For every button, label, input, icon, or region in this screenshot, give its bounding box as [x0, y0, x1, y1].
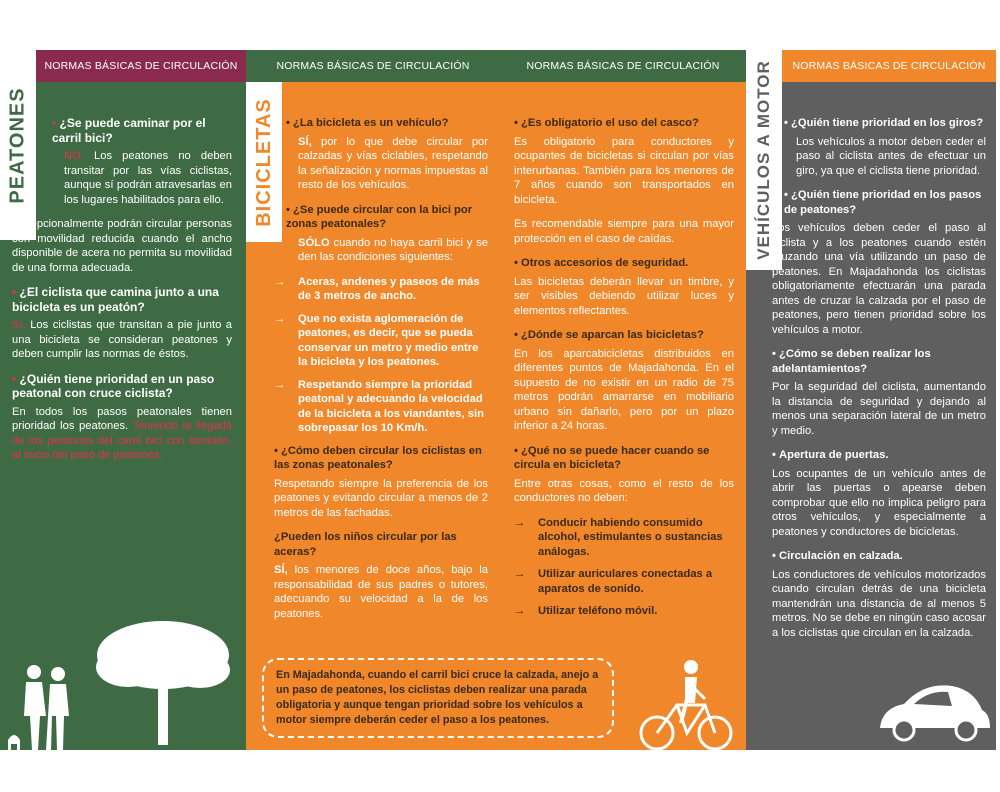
answer: SÓLO cuando no haya carril bici y se den las condiciones siguientes: — [298, 236, 488, 263]
section-header: NORMAS BÁSICAS DE CIRCULACIÓN — [500, 50, 746, 82]
answer: Es recomendable siempre para una mayor protección en el caso de caídas. — [514, 218, 734, 245]
question: • Apertura de puertas. — [772, 449, 889, 461]
answer: Por la seguridad del ciclista, aumentando la distancia de seguridad y dejando al menos una separación lateral de un metro y medio. — [772, 381, 986, 437]
answer: Excepcionalmente podrán circular personas con movilidad reducida cuando el ancho disponible de acera no permita su movilidad de una forma adecuada. — [12, 218, 232, 274]
tab-peatones: PEATONES — [0, 50, 36, 240]
question: • ¿Es obligatorio el uso del casco? — [514, 117, 699, 129]
answer: Sí. Los ciclistas que transitan a pie junto a una bicicleta se consideran peatones y deben cumplir las normas de éstos. — [12, 319, 233, 360]
question: • ¿La bicicleta es un vehículo? — [286, 117, 449, 129]
question: • ¿Cómo deben circular los ciclistas en las zonas peatonales? — [274, 444, 482, 471]
tab-vehiculos-motor: VEHÍCULOS A MOTOR — [746, 50, 782, 270]
question: • ¿Dónde se aparcan las bicicletas? — [514, 329, 704, 341]
majadahonda-note: En Majadahonda, cuando el carril bici cruce la calzada, anejo a un paso de peatones, los ciclistas deben realizar una parada obligatoria y aunque tengan prioridad sobre los vehículos a motor siempre deberán ceder el paso a los peatones. — [262, 658, 614, 738]
question: ¿Pueden los niños circular por las aceras? — [274, 531, 457, 558]
question: • ¿El ciclista que camina junto a una bicicleta es un peatón? — [12, 285, 219, 314]
question: • ¿Quién tiene prioridad en un paso peatonal con cruce ciclista? — [12, 371, 215, 400]
question: • ¿Se puede circular con la bici por zonas peatonales? — [286, 203, 473, 230]
motor-content — [772, 116, 986, 650]
section-header: NORMAS BÁSICAS DE CIRCULACIÓN — [782, 50, 996, 82]
answer: Respetando siempre la preferencia de los peatones y evitando circular a menos de 2 metros de las fachadas. — [274, 477, 488, 519]
answer: Las bicicletas deberán llevar un timbre, y ser visibles debiendo utilizar luces y elementos reflectantes. — [514, 275, 734, 317]
question: • Circulación en calzada. — [772, 550, 903, 562]
question: • ¿Se puede caminar por el carril bici? — [52, 116, 206, 145]
section-header: NORMAS BÁSICAS DE CIRCULACIÓN — [36, 50, 246, 82]
bicicletas2-content — [514, 116, 734, 627]
tab-bicicletas: BICICLETAS — [246, 82, 282, 242]
car-icon — [874, 678, 994, 748]
list-item: → Utilizar auriculares conectadas a aparatos de sonido. — [514, 568, 713, 595]
answer: En todos los pasos peatonales tienen prioridad los peatones. Teniendo la llegada de los peatones del carril bici con también, al inicio del paso de peatones. — [12, 405, 232, 461]
cyclist-icon — [635, 655, 735, 750]
answer: NO. Los peatones no deben transitar por las vías ciclistas, aunque sí podrán atravesarlas en los lugares habilitados para ello. — [64, 150, 233, 206]
answer: Los conductores de vehículos motorizados cuando circulan detrás de una bicicleta mantendrán una distancia de al menos 5 metros. No se debe en ningún caso acosar a los ciclistas que circulan en la calzada. — [772, 568, 986, 639]
answer: Los vehículos deben ceder el paso al ciclista y a los peatones cuando estén cruzando una vía utilizando un paso de peatones. En Majadahonda los ciclistas obligatoriamente efectuarán una parada antes de cruzar la calzada por el paso de peatones, pero tienen prioridad sobre los vehículos a motor. — [772, 222, 986, 336]
tree-icon — [88, 615, 238, 745]
question: • ¿Qué no se puede hacer cuando se circula en bicicleta? — [514, 444, 710, 471]
list-item: → Aceras, andenes y paseos de más de 3 metros de ancho. — [274, 275, 480, 302]
peatones-content — [12, 116, 232, 473]
question: • ¿Quién tiene prioridad en los pasos de peatones? — [784, 189, 982, 216]
answer: Entre otras cosas, como el resto de los conductores no deben: — [514, 477, 734, 504]
list-item: → Utilizar teléfono móvil. — [514, 605, 658, 617]
list-item: → Que no exista aglomeración de peatones, es decir, que se pueda conservar un metro y medio entre la bicicleta y los peatones. — [274, 312, 479, 368]
panel-bicicletas-2 — [500, 50, 746, 750]
answer: SÍ, los menores de doce años, bajo la responsabilidad de sus padres o tutores, adecuando su velocidad a la de los peatones. — [274, 564, 488, 620]
panel-bicicletas — [246, 50, 500, 750]
question: • ¿Cómo se deben realizar los adelantamientos? — [772, 348, 931, 375]
answer: Es obligatorio para conductores y ocupantes de bicicletas si circulan por vías interurbanas. También para los menores de 7 años cuando son transportados en bicicleta. — [514, 135, 734, 206]
bicicletas-content — [274, 116, 488, 631]
question: • Otros accesorios de seguridad. — [514, 257, 689, 269]
answer: Los vehículos a motor deben ceder el paso al ciclista antes de efectuar un giro, ya que el ciclista tiene prioridad. — [796, 135, 986, 177]
panel-motor — [746, 50, 996, 750]
answer: En los aparcabicicletas distribuidos en diferentes puntos de Majadahonda. En el supuesto de no existir en un radio de 75 metros podrán amarrarse en mobiliario urbano sin dañarlo, pero por un plazo inferior a 24 horas. — [514, 347, 734, 432]
section-header: NORMAS BÁSICAS DE CIRCULACIÓN — [246, 50, 500, 82]
list-item: → Conducir habiendo consumido alcohol, estimulantes o sustancias análogas. — [514, 516, 723, 558]
list-item: → Respetando siempre la prioridad peatonal y adecuando la velocidad de la bicicleta a los viandantes, sin sobrepasar los 10 Km/h. — [274, 378, 484, 434]
question: • ¿Quién tiene prioridad en los giros? — [784, 117, 984, 129]
answer: SÍ, por lo que debe circular por calzadas y vías ciclables, respetando la señalización y normas impuestas al resto de los vehículos. — [298, 135, 488, 191]
panel-peatones — [0, 50, 246, 750]
pedestrians-icon — [6, 662, 86, 750]
answer: Los ocupantes de un vehículo antes de abrir las puertas o apearse deben comprobar que ello no implica peligro para otros vehículos, y especialmente a peatones y conductores de bicicletas. — [772, 467, 986, 538]
